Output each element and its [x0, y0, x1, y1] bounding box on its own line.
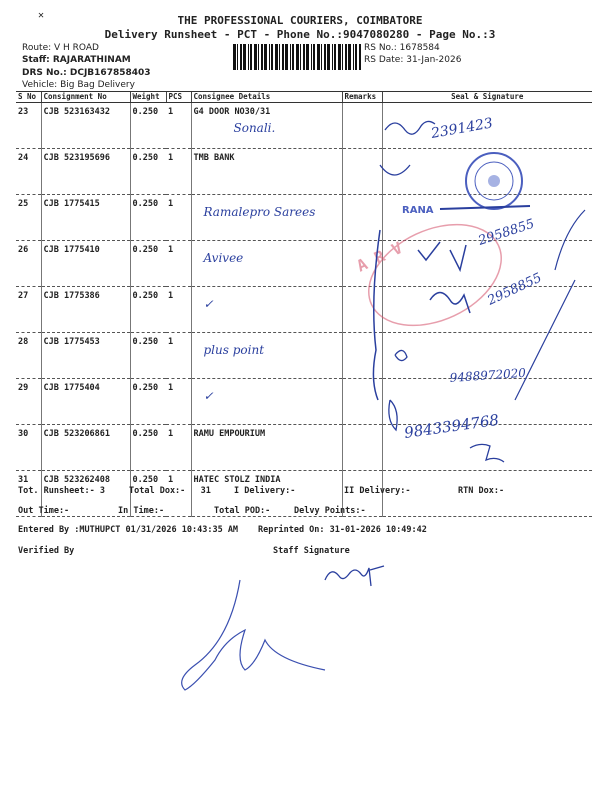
barcode-bar	[248, 44, 249, 70]
row-consignment: CJB 523206861	[41, 425, 130, 471]
row-consignee: HATEC STOLZ INDIA	[191, 471, 342, 517]
col-sno: S No	[16, 92, 41, 103]
barcode-bar	[345, 44, 347, 70]
col-remarks: Remarks	[342, 92, 382, 103]
signature-scribble	[515, 280, 575, 400]
barcode-bar	[275, 44, 278, 70]
col-consignee: Consignee Details	[191, 92, 342, 103]
handwritten-phone: 2958855	[476, 216, 537, 249]
barcode-bar	[321, 44, 322, 70]
barcode-bar	[264, 44, 267, 70]
row-weight: 0.250	[130, 195, 166, 241]
barcode-bar	[237, 44, 238, 70]
row-consignment: CJB 523195696	[41, 149, 130, 195]
row-pcs: 1	[166, 333, 191, 379]
row-sno: 23	[16, 103, 41, 149]
row-sno: 30	[16, 425, 41, 471]
barcode-bar	[338, 44, 341, 70]
barcode-bar	[240, 44, 242, 70]
row-weight: 0.250	[130, 103, 166, 149]
row-pcs: 1	[166, 103, 191, 149]
vehicle-label: Vehicle: Big Bag Delivery	[22, 80, 135, 90]
row-weight: 0.250	[130, 379, 166, 425]
ii-delivery: II Delivery:-	[344, 486, 411, 496]
barcode-bar	[317, 44, 320, 70]
handwritten-phone: 9843394768	[403, 410, 501, 442]
barcode-bar	[300, 44, 301, 70]
i-delivery: I Delivery:-	[234, 486, 296, 496]
signature-scribble	[385, 121, 435, 134]
barcode-bar	[292, 44, 294, 70]
col-consignment: Consignment No	[41, 92, 130, 103]
verifier-signature	[170, 575, 330, 695]
barcode-bar	[332, 44, 333, 70]
seal-signature-overlay	[340, 100, 600, 480]
company-title: THE PROFESSIONAL COURIERS, COIMBATORE	[177, 14, 423, 27]
handwritten-phone: 2958855	[485, 270, 545, 309]
barcode-bar	[269, 44, 270, 70]
pink-stamp	[353, 205, 518, 346]
consignee-handwritten: Sonali.	[233, 121, 276, 135]
row-consignment: CJB 1775415	[41, 195, 130, 241]
barcode-bar	[282, 44, 284, 70]
row-sno: 28	[16, 333, 41, 379]
barcode-bar	[296, 44, 299, 70]
barcode-bar	[359, 44, 361, 70]
total-dox: Total Dox:- 31	[129, 486, 211, 496]
row-sno: 24	[16, 149, 41, 195]
barcode-bar	[271, 44, 273, 70]
row-pcs: 1	[166, 287, 191, 333]
row-sno: 31	[16, 471, 41, 517]
row-consignment: CJB 1775453	[41, 333, 130, 379]
row-pcs: 1	[166, 195, 191, 241]
tot-runsheet: Tot. Runsheet:- 3	[18, 486, 105, 496]
row-consignment: CJB 523163432	[41, 103, 130, 149]
barcode-bar	[306, 44, 309, 70]
margin-mark: ✕	[38, 10, 45, 21]
delvy-points: Delvy Points:-	[294, 506, 366, 516]
consignee-handwritten: plus point	[203, 343, 265, 357]
col-weight: Weight	[130, 92, 166, 103]
handwritten-phone: 9488972020	[449, 365, 527, 385]
row-consignee	[191, 195, 342, 241]
stamp-name-text: RANA	[402, 205, 434, 216]
row-consignee	[191, 379, 342, 425]
row-weight: 0.250	[130, 333, 166, 379]
entered-by: Entered By :MUTHUPCT 01/31/2026 10:43:35 AM	[18, 525, 239, 535]
barcode-bar	[303, 44, 305, 70]
row-pcs: 1	[166, 149, 191, 195]
barcode-bar	[254, 44, 257, 70]
row-consignment: CJB 1775386	[41, 287, 130, 333]
barcode-bar	[324, 44, 326, 70]
round-stamp	[466, 153, 522, 209]
barcode-bar	[348, 44, 351, 70]
barcode-bar	[313, 44, 315, 70]
signature-scribble	[470, 444, 504, 462]
consignee-handwritten: ✓	[203, 297, 214, 311]
barcode-bar	[233, 44, 236, 70]
row-sno: 27	[16, 287, 41, 333]
barcode-bar	[285, 44, 288, 70]
svg-text:A R V: A R V	[353, 238, 406, 276]
signature-scribble	[418, 242, 466, 270]
consignee-printed: G4 DOOR NO30/31	[193, 107, 271, 117]
row-pcs: 1	[166, 379, 191, 425]
row-consignee: RAMU EMPOURIUM	[191, 425, 342, 471]
row-consignment: CJB 523262408	[41, 471, 130, 517]
barcode-bar	[258, 44, 259, 70]
row-pcs: 1	[166, 425, 191, 471]
row-weight: 0.250	[130, 149, 166, 195]
drs-number: DRS No.: DCJB167858403	[22, 68, 151, 78]
row-pcs: 1	[166, 471, 191, 517]
route-label: Route: V H ROAD	[22, 43, 99, 53]
in-time: In Time:-	[118, 506, 165, 516]
rs-date: RS Date: 31-Jan-2026	[364, 55, 462, 65]
handwritten-phone: 2391423	[429, 115, 495, 142]
barcode-bar	[250, 44, 252, 70]
row-sno: 26	[16, 241, 41, 287]
row-weight: 0.250	[130, 287, 166, 333]
row-sno: 29	[16, 379, 41, 425]
consignee-handwritten: ✓	[203, 389, 214, 403]
row-consignee	[191, 333, 342, 379]
row-consignee	[191, 241, 342, 287]
barcode-bar	[290, 44, 291, 70]
barcode-bar	[311, 44, 312, 70]
row-consignment: CJB 1775404	[41, 379, 130, 425]
row-sno: 25	[16, 195, 41, 241]
signature-scribble	[389, 400, 397, 430]
reprinted-on: Reprinted On: 31-01-2026 10:49:42	[258, 525, 427, 535]
row-weight: 0.250	[130, 241, 166, 287]
consignee-handwritten: Avivee	[203, 251, 244, 265]
row-consignee	[191, 287, 342, 333]
row-consignee: TMB BANK	[191, 149, 342, 195]
staff-label: Staff: RAJARATHINAM	[22, 55, 131, 65]
col-seal: Seal & Signature	[382, 92, 592, 103]
barcode-bar	[353, 44, 354, 70]
barcode-bar	[279, 44, 280, 70]
row-consignee	[191, 103, 342, 149]
total-pod: Total POD:-	[214, 506, 271, 516]
row-pcs: 1	[166, 241, 191, 287]
barcode-bar	[355, 44, 357, 70]
barcode-bar	[261, 44, 263, 70]
row-weight: 0.250	[130, 471, 166, 517]
barcode-bar	[342, 44, 343, 70]
rtn-dox: RTN Dox:-	[458, 486, 505, 496]
runsheet-subtitle: Delivery Runsheet - PCT - Phone No.:9047080280 - Page No.:3	[104, 28, 496, 41]
signature-scribble	[555, 210, 585, 270]
signature-scribble	[395, 350, 407, 360]
col-pcs: PCS	[166, 92, 191, 103]
verified-by: Verified By	[18, 546, 75, 556]
staff-signature	[320, 560, 400, 590]
barcode	[233, 44, 361, 70]
barcode-bar	[243, 44, 246, 70]
out-time: Out Time:-	[18, 506, 70, 516]
row-weight: 0.250	[130, 425, 166, 471]
rs-number: RS No.: 1678584	[364, 43, 440, 53]
signature-scribble	[380, 165, 410, 175]
barcode-bar	[334, 44, 336, 70]
barcode-bar	[327, 44, 330, 70]
consignee-handwritten: Ramalepro Sarees	[203, 205, 316, 219]
row-consignment: CJB 1775410	[41, 241, 130, 287]
staff-signature-label: Staff Signature	[273, 546, 350, 556]
